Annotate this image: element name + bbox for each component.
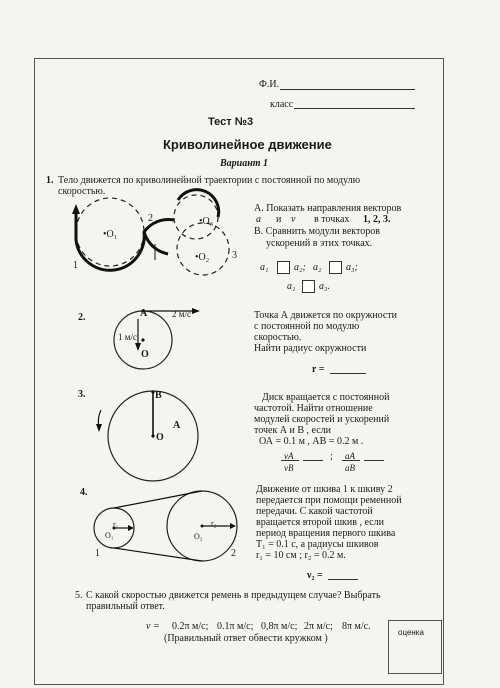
q2-text-2: с постоянной по модулю [254, 321, 360, 332]
compare-box-1[interactable] [277, 261, 290, 274]
fio-field[interactable] [280, 89, 415, 90]
q4-text-1: Движение от шкива 1 к шкиву 2 [256, 484, 393, 495]
variant-label: Вариант 1 [220, 158, 269, 169]
compare-a3: a₃; [346, 262, 358, 273]
q1-number: 1. [46, 175, 54, 186]
q5-option-4[interactable]: 2π м/с; [304, 621, 333, 632]
q5-text-1: С какой скоростью движется ремень в предыдущем случае? Выбрать [86, 590, 381, 601]
q5-note: (Правильный ответ обвести кружком ) [164, 633, 328, 644]
pulley-2-label: 2 [231, 548, 236, 559]
q1-task-b: В. Сравнить модули векторов [254, 226, 380, 237]
q4-text-4: вращается второй шкив , если [256, 517, 384, 528]
q4-answer-label: ν₂ = [307, 570, 323, 581]
q2-text-3: скоростью. [254, 332, 302, 343]
q1-task-a-2: в точках [314, 214, 350, 225]
q3-point-b: В [155, 390, 162, 401]
q3-text-1: Диск вращается с постоянной [262, 392, 390, 403]
q2-center: О [141, 349, 149, 360]
q2-answer-field[interactable] [330, 373, 366, 374]
point-1: 1 [73, 260, 78, 271]
trajectory-figure [60, 190, 250, 280]
pulley-r1: r₁ [113, 520, 119, 529]
pulley-o2: O₂ [194, 532, 203, 541]
pulley-r2: r₂ [211, 519, 217, 528]
q4-text-2: передается при помощи ременной [256, 495, 402, 506]
vector-and: и [276, 214, 282, 225]
center-o2: •O₂ [195, 252, 210, 263]
point-2: 2 [148, 213, 153, 224]
q5-number: 5. [75, 590, 83, 601]
compare-a2: a₂; [294, 262, 306, 273]
q2-figure [100, 305, 220, 385]
q3-given: ОА = 0.1 м , АВ = 0.2 м . [259, 436, 364, 447]
pulley-o1: O₁ [105, 531, 114, 540]
frac1-num: vA [284, 451, 294, 461]
q1-points: 1, 2, 3. [363, 214, 391, 225]
frac1-bar [281, 460, 299, 461]
point-3: 3 [232, 250, 237, 261]
q5-options-label: v = [146, 621, 160, 632]
class-label: класс [270, 99, 294, 110]
q2-text-4: Найти радиус окружности [254, 343, 367, 354]
frac2-num: aA [345, 451, 355, 461]
q4-text-3: передачи. С какой частотой [256, 506, 373, 517]
q1-task-a: А. Показать направления векторов [254, 203, 402, 214]
frac2-answer-field[interactable] [364, 460, 384, 461]
compare-a1: a₁ [260, 262, 269, 273]
q2-point-a: А [140, 308, 148, 319]
pulley-figure [84, 488, 250, 560]
q2-answer-label: r = [312, 364, 325, 375]
frac1-den: vB [284, 463, 294, 473]
q1-text: Тело движется по криволинейной траектории с постоянной по модулю [58, 175, 361, 186]
compare-box-2[interactable] [329, 261, 342, 274]
score-label: оценка [398, 628, 424, 637]
q2-number: 2. [78, 312, 86, 323]
frac1-answer-field[interactable] [303, 460, 323, 461]
test-title: Тест №3 [208, 116, 254, 128]
vector-v-symbol: v [291, 214, 296, 225]
q5-option-5[interactable]: 8π м/с. [342, 621, 371, 632]
q2-text-1: Точка А движется по окружности [254, 310, 398, 321]
q2-velocity-b: 1 м/с [118, 332, 137, 342]
q4-text-6: T₁ = 0.1 с, а радиусы шкивов [256, 539, 379, 550]
q3-text-4: точек А и В , если [254, 425, 332, 436]
q4-text-5: период вращения первого шкива [256, 528, 396, 539]
class-field[interactable] [294, 108, 415, 109]
frac2-bar [342, 460, 360, 461]
compare-box-3[interactable] [302, 280, 315, 293]
q4-text-7: r₁ = 10 см ; r₂ = 0.2 м. [256, 550, 346, 561]
compare-a1b: a₁ [287, 281, 296, 292]
center-o1: •O₁ [103, 229, 118, 240]
vector-a-symbol: a [256, 214, 261, 225]
compare-a3b: a₃. [319, 281, 330, 292]
q1-text-2: скоростью. [58, 186, 106, 197]
q5-option-2[interactable]: 0.1π м/с; [217, 621, 254, 632]
q3-text-2: частотой. Найти отношение [254, 403, 373, 414]
fio-label: Ф.И. [259, 79, 280, 90]
page-title: Криволинейное движение [163, 137, 332, 152]
q4-number: 4. [80, 487, 88, 498]
q3-number: 3. [78, 389, 86, 400]
q5-text-2: правильный ответ. [86, 601, 165, 612]
q1-task-b-2: ускорений в этих точках. [266, 238, 373, 249]
q3-text-3: модулей скоростей и ускорений [254, 414, 390, 425]
q3-disk-figure [85, 388, 225, 488]
q3-center: О [156, 432, 164, 443]
compare-a2b: a₂ [313, 262, 322, 273]
frac2-den: aB [345, 463, 355, 473]
q4-answer-field[interactable] [328, 579, 358, 580]
pulley-1-label: 1 [95, 548, 100, 559]
q5-option-3[interactable]: 0,8π м/с; [261, 621, 298, 632]
center-o3: •O₃ [199, 216, 214, 227]
q5-option-1[interactable]: 0.2π м/с; [172, 621, 209, 632]
q2-velocity-a: 2 м/с [172, 309, 191, 319]
q3-point-a: А [173, 420, 181, 431]
